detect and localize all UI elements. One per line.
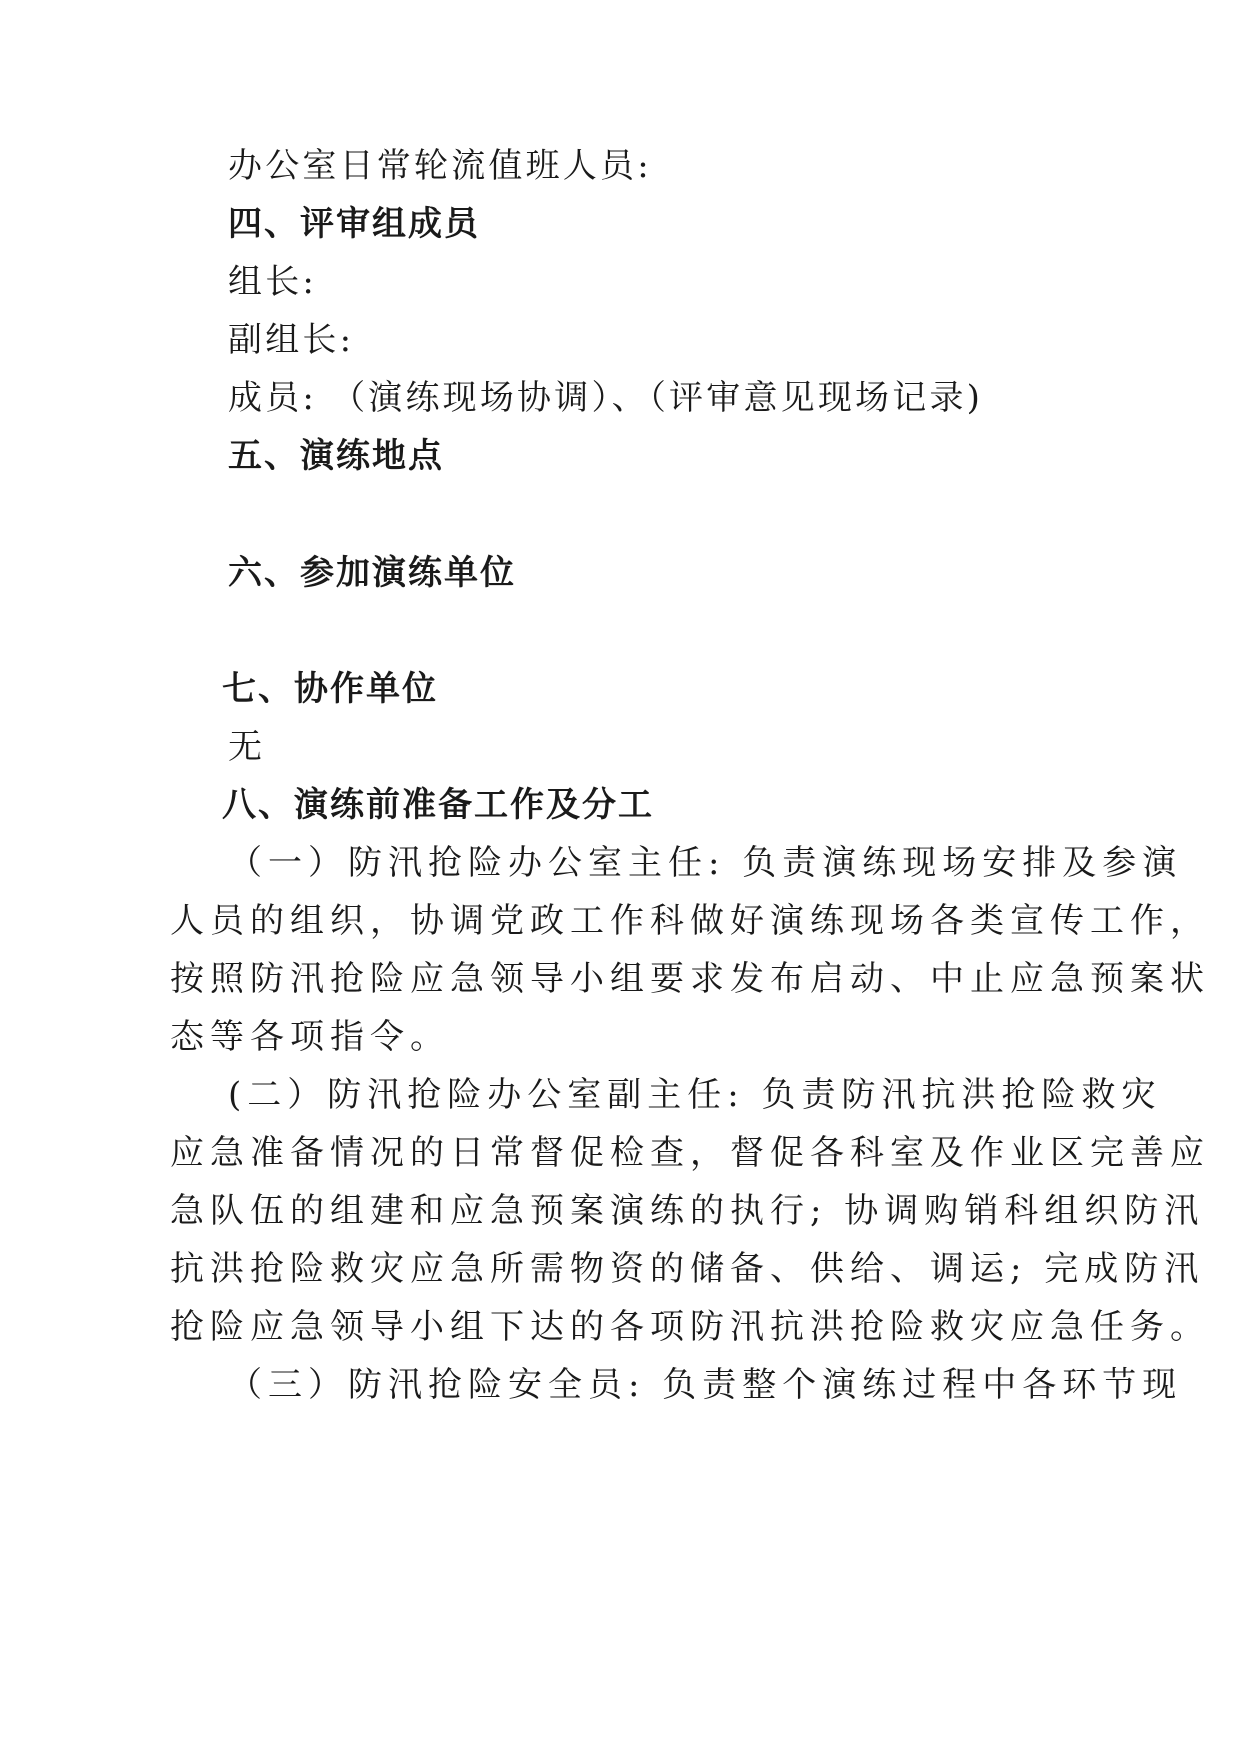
item-3-line-1: （三）防汛抢险安全员: 负责整个演练过程中各环节现 — [228, 1365, 1183, 1405]
section-6-heading: 六、参加演练单位 — [228, 553, 516, 593]
section-5-heading: 五、演练地点 — [228, 436, 444, 476]
item-2-line-5: 抢险应急领导小组下达的各项防汛抗洪抢险救灾应急任务。 — [170, 1307, 1210, 1347]
item-2-line-1: (二）防汛抢险办公室副主任: 负责防汛抗洪抢险救灾 — [228, 1075, 1162, 1115]
item-2-line-2: 应急准备情况的日常督促检查，督促各科室及作业区完善应 — [170, 1133, 1210, 1173]
section-8-heading: 八、演练前准备工作及分工 — [222, 785, 654, 825]
item-1-line-1: （一）防汛抢险办公室主任: 负责演练现场安排及参演 — [228, 843, 1183, 883]
item-1-line-2: 人员的组织，协调党政工作科做好演练现场各类宣传工作， — [170, 901, 1210, 941]
members-line: 成员: （演练现场协调）、（评审意见现场记录) — [228, 378, 984, 418]
cooperating-units-content: 无 — [228, 727, 266, 767]
section-4-heading: 四、评审组成员 — [228, 204, 480, 244]
section-7-heading: 七、协作单位 — [222, 669, 438, 709]
group-leader-line: 组长: — [228, 262, 318, 302]
item-2-line-3: 急队伍的组建和应急预案演练的执行; 协调购销科组织防汛 — [170, 1191, 1205, 1231]
item-1-line-3: 按照防汛抢险应急领导小组要求发布启动、中止应急预案状 — [170, 959, 1210, 999]
duty-personnel-line: 办公室日常轮流值班人员: — [228, 146, 652, 186]
deputy-leader-line: 副组长: — [228, 320, 355, 360]
item-2-line-4: 抗洪抢险救灾应急所需物资的储备、供给、调运; 完成防汛 — [170, 1249, 1205, 1289]
item-1-line-4: 态等各项指令。 — [170, 1017, 450, 1057]
